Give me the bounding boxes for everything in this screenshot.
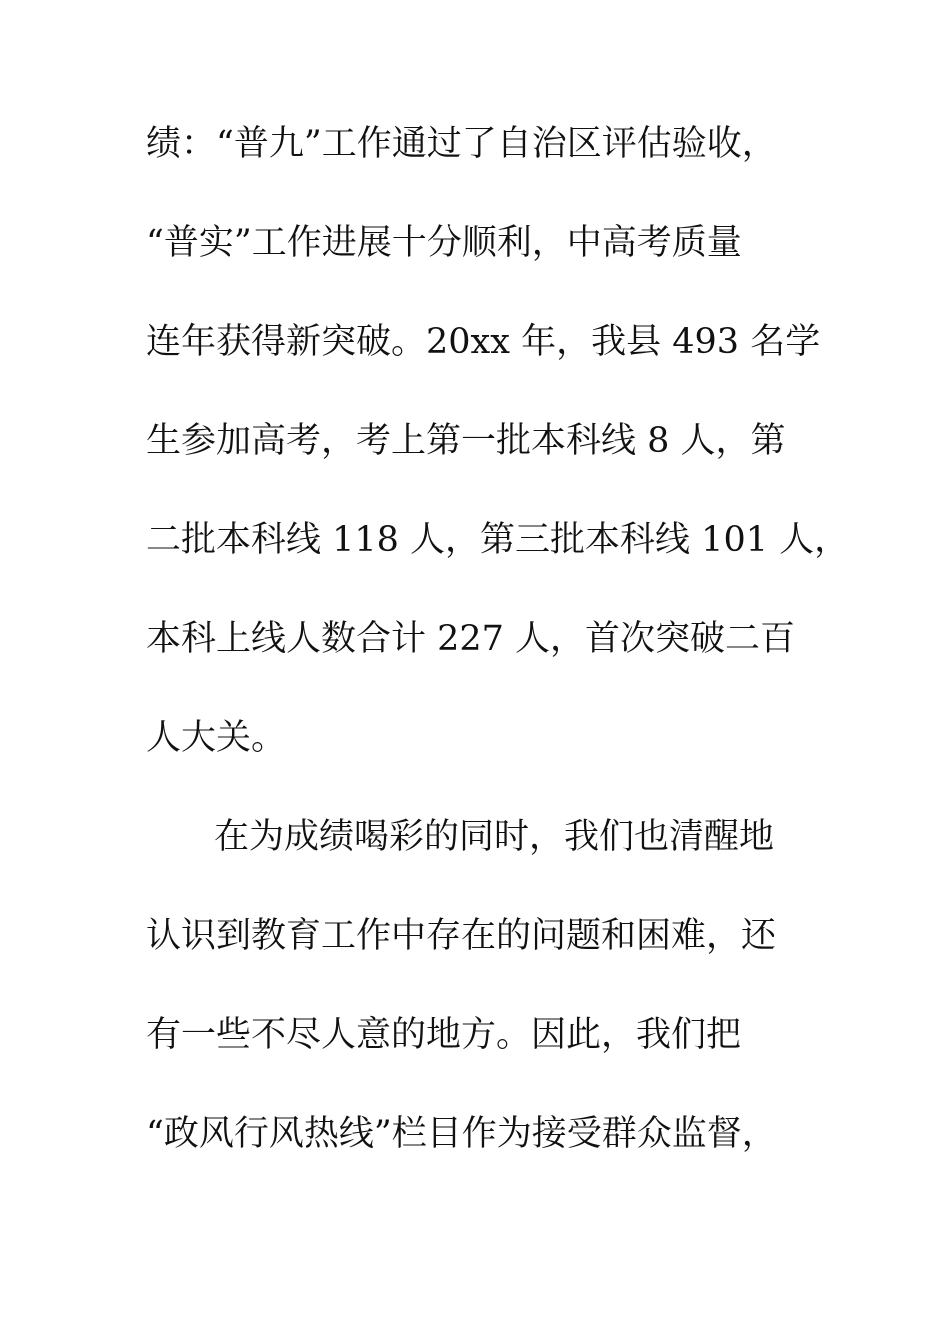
- text-line: “普实”工作进展十分顺利，中高考质量: [146, 223, 742, 263]
- text-line: “政风行风热线”栏目作为接受群众监督，: [146, 1114, 777, 1154]
- paragraph-first-line: 在为成绩喝彩的同时，我们也清醒地: [214, 817, 775, 857]
- body-text: [146, 124, 850, 1215]
- text-line: 有一些不尽人意的地方。因此，我们把: [146, 1015, 742, 1055]
- text-line: 二批本科线 118 人，第三批本科线 101 人，: [146, 520, 850, 560]
- text-line: 本科上线人数合计 227 人，首次突破二百: [146, 619, 796, 659]
- text-line: 生参加高考，考上第一批本科线 8 人，第: [146, 421, 786, 461]
- text-line: 绩：“普九”工作通过了自治区评估验收，: [146, 124, 777, 164]
- text-line: 人大关。: [146, 718, 287, 758]
- text-line: 认识到教育工作中存在的问题和困难，还: [146, 916, 777, 956]
- text-line: 连年获得新突破。20xx 年，我县 493 名学: [146, 322, 821, 362]
